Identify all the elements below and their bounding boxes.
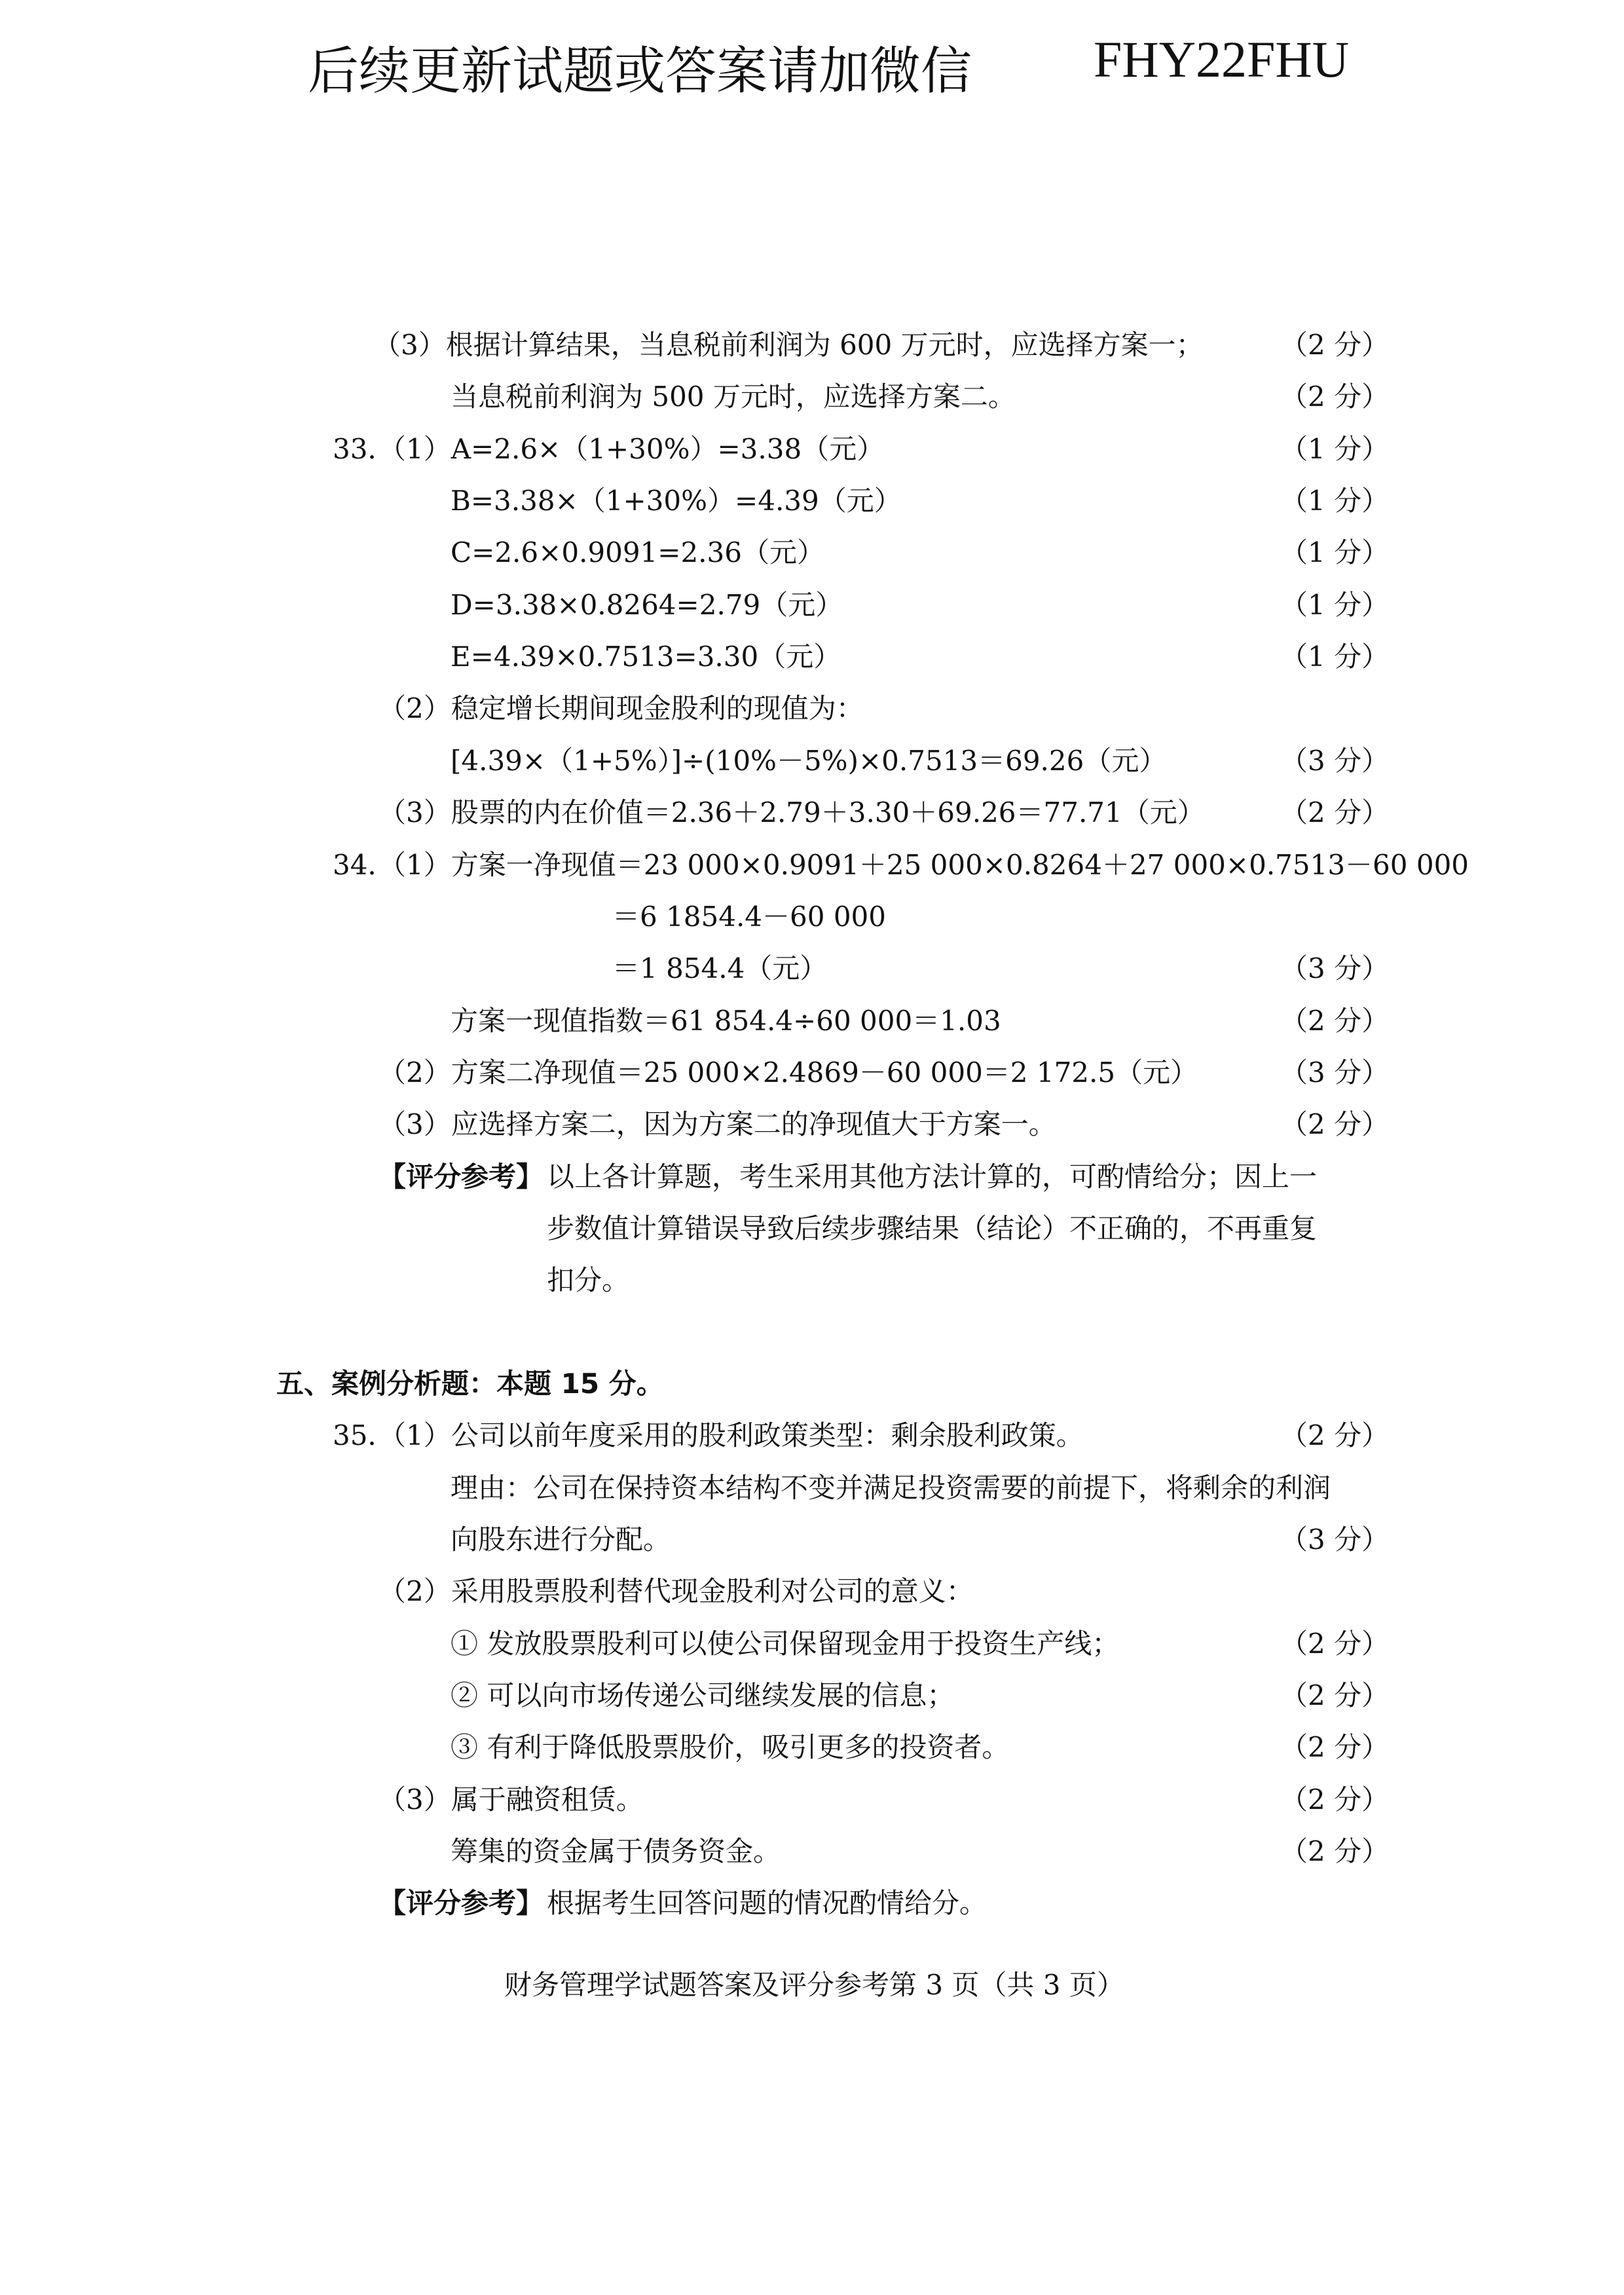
q34-part2-score: （3 分） xyxy=(1280,1056,1390,1089)
header-banner xyxy=(308,30,1356,102)
q35-part1-a-score: （2 分） xyxy=(1280,1419,1390,1451)
q32-part3-line1: （3）根据计算结果，当息税前利润为 600 万元时，应选择方案一； xyxy=(373,329,1204,361)
q35-part2-title: （2）采用股票股利替代现金股利对公司的意义： xyxy=(378,1575,974,1607)
q33-part1-e-score: （1 分） xyxy=(1280,641,1390,673)
q34-part3-score: （2 分） xyxy=(1280,1108,1390,1140)
q35-note: 根据考生回答问题的情况酌情给分。 xyxy=(547,1887,987,1919)
q34-number: 34． xyxy=(333,849,396,881)
q33-part1-d: D=3.38×0.8264=2.79（元） xyxy=(451,589,843,621)
q35-part2-item2: ② 可以向市场传递公司继续发展的信息； xyxy=(451,1679,955,1711)
page-footer: 财务管理学试题答案及评分参考第 3 页（共 3 页） xyxy=(504,1969,1124,2001)
q34-part1-c-score: （3 分） xyxy=(1280,952,1390,984)
q35-part1-c: 向股东进行分配。 xyxy=(451,1523,671,1556)
q33-part3: （3）股票的内在价值＝2.36＋2.79＋3.30＋69.26＝77.71（元） xyxy=(378,796,1205,829)
q33-part2-formula: [4.39×（1+5%）]÷(10%－5%)×0.7513＝69.26（元） xyxy=(451,745,1167,777)
q35-part3-a: （3）属于融资租赁。 xyxy=(378,1783,644,1816)
q33-part1-c: C=2.6×0.9091=2.36（元） xyxy=(451,536,824,569)
q33-part1-e: E=4.39×0.7513=3.30（元） xyxy=(451,641,841,673)
q32-part3-line1-score: （2 分） xyxy=(1280,329,1390,361)
q34-part1-d: 方案一现值指数＝61 854.4÷60 000＝1.03 xyxy=(451,1005,1001,1037)
q35-number: 35． xyxy=(333,1419,396,1451)
q32-part3-line2: 当息税前利润为 500 万元时，应选择方案二。 xyxy=(451,381,1016,413)
q35-note-label: 【评分参考】 xyxy=(378,1887,544,1919)
q33-part1-a-score: （1 分） xyxy=(1280,433,1390,465)
q35-part3-b: 筹集的资金属于债务资金。 xyxy=(451,1835,781,1867)
q34-part1-c: ＝1 854.4（元） xyxy=(612,952,828,984)
q33-part1-b: B=3.38×（1+30%）=4.39（元） xyxy=(451,485,902,517)
q35-part3-b-score: （2 分） xyxy=(1280,1835,1390,1867)
q34-part1-b: ＝6 1854.4－60 000 xyxy=(612,901,886,933)
q35-part1-b: 理由：公司在保持资本结构不变并满足投资需要的前提下，将剩余的利润 xyxy=(451,1472,1331,1504)
q35-part2-item2-score: （2 分） xyxy=(1280,1679,1390,1711)
q34-part1-d-score: （2 分） xyxy=(1280,1005,1390,1037)
q35-part1-a: （1）公司以前年度采用的股利政策类型：剩余股利政策。 xyxy=(378,1419,1084,1451)
q34-note-line1: 以上各计算题，考生采用其他方法计算的，可酌情给分；因上一 xyxy=(547,1161,1318,1193)
q35-part1-c-score: （3 分） xyxy=(1280,1523,1390,1556)
q33-number: 33． xyxy=(333,433,396,465)
q35-part2-item3-score: （2 分） xyxy=(1280,1731,1390,1763)
section5-title: 五、案例分析题：本题 15 分。 xyxy=(276,1368,664,1400)
q34-note-line2: 步数值计算错误导致后续步骤结果（结论）不正确的，不再重复 xyxy=(547,1212,1318,1244)
q33-part1-b-score: （1 分） xyxy=(1280,485,1390,517)
q34-part3: （3）应选择方案二，因为方案二的净现值大于方案一。 xyxy=(378,1108,1056,1140)
q34-note-line3: 扣分。 xyxy=(547,1264,630,1296)
q33-part2-title: （2）稳定增长期间现金股利的现值为： xyxy=(378,692,864,724)
header-title: 后续更新试题或答案请加微信 xyxy=(308,42,972,101)
q33-part1-a: （1）A=2.6×（1+30%）=3.38（元） xyxy=(378,433,885,465)
q33-part1-c-score: （1 分） xyxy=(1280,536,1390,569)
q34-part1-a: （1）方案一净现值＝23 000×0.9091＋25 000×0.8264＋27 000×0.7513－60 000 xyxy=(378,849,1469,881)
q35-part3-a-score: （2 分） xyxy=(1280,1783,1390,1816)
q32-part3-line2-score: （2 分） xyxy=(1280,381,1390,413)
q33-part2-score: （3 分） xyxy=(1280,745,1390,777)
q35-part2-item1: ① 发放股票股利可以使公司保留现金用于投资生产线； xyxy=(451,1628,1120,1660)
q35-part2-item1-score: （2 分） xyxy=(1280,1628,1390,1660)
q33-part3-score: （2 分） xyxy=(1280,796,1390,829)
q34-note-label: 【评分参考】 xyxy=(378,1161,544,1193)
q35-part2-item3: ③ 有利于降低股票股价，吸引更多的投资者。 xyxy=(451,1731,1010,1763)
q34-part2: （2）方案二净现值＝25 000×2.4869－60 000＝2 172.5（元） xyxy=(378,1056,1198,1089)
header-wechat-id: FHY22FHU xyxy=(1094,31,1350,88)
q33-part1-d-score: （1 分） xyxy=(1280,589,1390,621)
